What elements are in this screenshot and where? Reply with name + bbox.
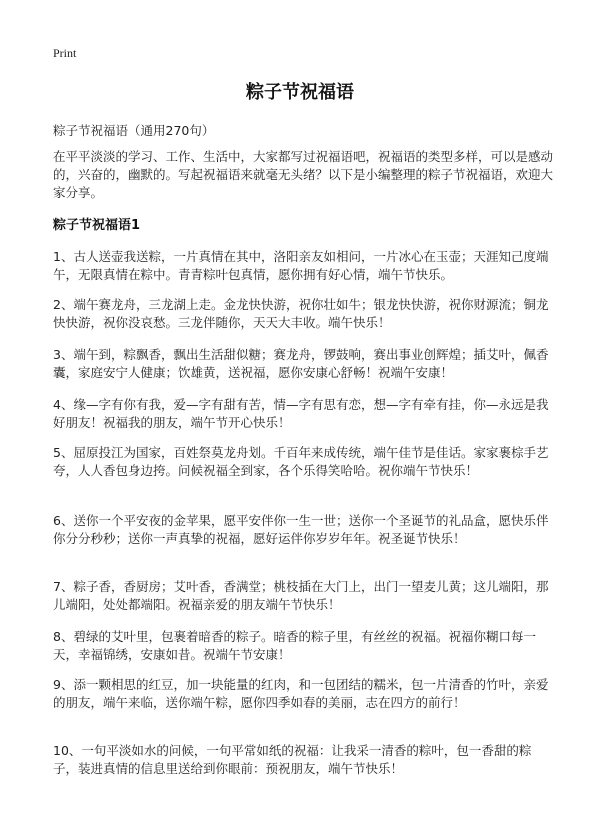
blessing-paragraph: 3、端午到，粽飘香，飘出生活甜似糖；赛龙舟，锣鼓响，赛出事业创辉煌；插艾叶，佩香囊，家庭安宁人健康；饮雄黄，送祝福，愿你安康心舒畅！祝端午安康！ [53,347,549,380]
print-link[interactable]: Print [53,46,77,60]
blessing-paragraph: 1、古人送壶我送粽，一片真情在其中，洛阳亲友如相问，一片冰心在玉壶；天涯知己度端午，无限真情在粽中。青青粽叶包真情，愿你拥有好心情，端午节快乐。 [53,249,549,282]
page-title: 粽子节祝福语 [246,82,354,103]
blessing-paragraph: 5、屈原投江为国家，百姓祭莫龙舟划。千百年来成传统，端午佳节是佳话。家家裹棕手艺夸，人人香包身边挎。问候祝福全到家，各个乐得笑哈哈。祝你端午节快乐！ [53,445,549,478]
blessing-paragraph: 8、碧绿的艾叶里，包裹着暗香的粽子。暗香的粽子里，有丝丝的祝福。祝福你糊口每一天，幸福锦绣，安康如昔。祝端午节安康！ [53,629,536,662]
intro-paragraph: 在平平淡淡的学习、工作、生活中，大家都写过祝福语吧，祝福语的类型多样，可以是感动的，兴奋的，幽默的。写起祝福语来就毫无头绪？以下是小编整理的粽子节祝福语，欢迎大家分享。 [53,149,554,200]
section-heading: 粽子节祝福语1 [53,218,141,233]
blessing-paragraph: 4、缘—字有你有我，爱—字有甜有苦，情—字有思有恋，想—字有牵有挂，你—永远是我好朋友！祝福我的朋友，端午节开心快乐！ [53,397,549,430]
blessing-paragraph: 9、添一颗相思的红豆，加一块能量的红肉，和一包团结的糯米，包一片清香的竹叶，亲爱的朋友，端午来临，送你端午粽，愿你四季如春的美丽，志在四方的前行！ [53,677,549,710]
blessing-paragraph: 10、一句平淡如水的问候，一句平常如纸的祝福：让我采一清香的粽叶，包一香甜的粽子，装进真情的信息里送给到你眼前：预祝朋友，端午节快乐！ [53,743,532,776]
document-subtitle: 粽子节祝福语（通用270句） [53,123,215,138]
blessing-paragraph: 6、送你一个平安夜的金苹果，愿平安伴你一生一世；送你一个圣诞节的礼品盒，愿快乐伴你分分秒秒；送你一声真挚的祝福，愿好运伴你岁岁年年。祝圣诞节快乐！ [53,513,549,546]
blessing-paragraph: 7、粽子香，香厨房；艾叶香，香满堂；桃枝插在大门上，出门一望麦儿黄；这儿端阳，那儿端阳，处处都端阳。祝福亲爱的朋友端午节快乐！ [53,579,549,612]
blessing-paragraph: 2、端午赛龙舟，三龙湖上走。金龙快快游，祝你壮如牛；银龙快快游，祝你财源流；铜龙快快游，祝你没哀愁。三龙伴随你，天天大丰收。端午快乐！ [53,297,549,330]
